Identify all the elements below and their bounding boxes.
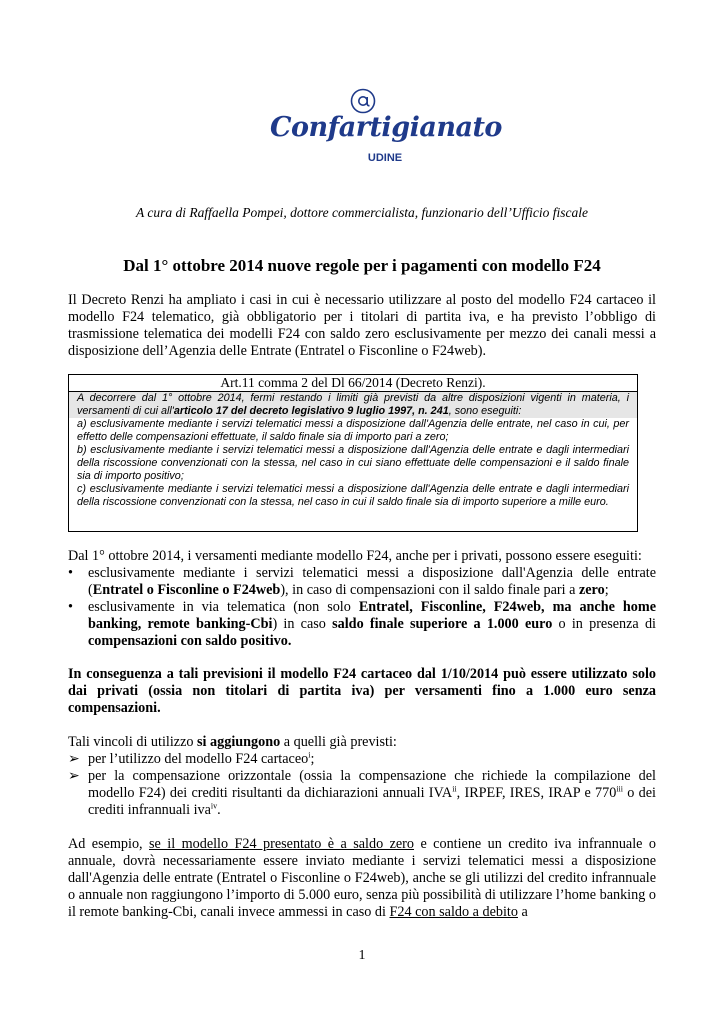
bold-paragraph: In conseguenza a tali previsioni il modello F24 cartaceo dal 1/10/2014 può essere utilizzato solo dai privati (ossia non titolari di partita iva) per versamenti fino a 1.000 euro senza compensazioni. bbox=[68, 666, 656, 716]
confartigianato-logo bbox=[270, 86, 502, 166]
underlined-text: se il modello F24 presentato è a saldo zero bbox=[149, 836, 415, 852]
footnote-ref[interactable]: i bbox=[308, 750, 311, 760]
arrow-bullet-icon: ➢ bbox=[68, 751, 80, 767]
intro-paragraph: Il Decreto Renzi ha ampliato i casi in cui è necessario utilizzare al posto del modello F24 cartaceo il modello F24 telematico, già obbligatorio per i titolari di partita iva, e ha previsto l’obbligo di trasmissione telematica dei modelli F24 con saldo zero esclusivamente per mezzo dei canali messi a disposizione dell’Agenzia delle Entrate (Entratel o Fisconline o F24web). bbox=[68, 292, 656, 359]
footnote-ref[interactable]: ii bbox=[452, 784, 457, 794]
at-sign-icon bbox=[350, 88, 376, 114]
vincoli-paragraph: Tali vincoli di utilizzo si aggiungono a quelli già previsti: bbox=[68, 734, 397, 750]
law-reference: articolo 17 del decreto legislativo 9 luglio 1997, n. 241 bbox=[173, 405, 449, 417]
footnote-ref[interactable]: iv bbox=[210, 801, 218, 811]
underlined-text: F24 con saldo a debito bbox=[389, 904, 518, 920]
bullet-icon: • bbox=[68, 565, 73, 581]
list-item: ➢ per l’utilizzo del modello F24 cartaceo$^i$; bbox=[68, 750, 315, 767]
byline: A cura di Raffaella Pompei, dottore commercialista, funzionario dell’Ufficio fiscale bbox=[135, 205, 589, 220]
list-item: ➢ per la compensazione orizzontale (ossia la compensazione che richiede la compilazione del modello F24) dei crediti risultanti da dichiarazioni annuali IVA$^{ii}$, IRPEF, IRES, IRAP e 770$^{iii}$ o dei crediti infrannuali iva$^{iv}$. bbox=[68, 768, 656, 818]
footnote-ref[interactable]: iii bbox=[616, 784, 623, 794]
law-text: , sono eseguiti: bbox=[448, 405, 522, 417]
document-title: Dal 1° ottobre 2014 nuove regole per i pagamenti con modello F24 bbox=[123, 256, 601, 275]
law-point-c: c) esclusivamente mediante i servizi telematici messi a disposizione dall'Agenzia delle entrate e dagli intermediari della riscossione convenzionati con la stessa, nel caso in cui il saldo finale sia di importo superiore a mille euro. bbox=[77, 483, 629, 508]
law-excerpt-intro bbox=[69, 392, 637, 418]
list-item: • esclusivamente in via telematica (non solo Entratel, Fisconline, F24web, ma anche home banking, remote banking-Cbi) in caso saldo finale superiore a 1.000 euro o in presenza di compensazioni con saldo positivo. bbox=[68, 599, 656, 649]
law-excerpt-box bbox=[68, 374, 638, 532]
law-point-b: b) esclusivamente mediante i servizi telematici messi a disposizione dall'Agenzia delle entrate e dagli intermediari della riscossione convenzionati con la stessa, nel caso in cui siano effettuate delle compensazioni e il saldo finale sia di importo positivo; bbox=[77, 444, 629, 482]
logo-brand: Confartigianato bbox=[270, 112, 502, 143]
bullet-list bbox=[68, 565, 656, 650]
bullet-icon: • bbox=[68, 599, 73, 615]
arrow-list bbox=[68, 751, 656, 819]
page-number: 1 bbox=[358, 948, 366, 963]
logo-city: UDINE bbox=[367, 152, 403, 164]
example-paragraph: Ad esempio, se il modello F24 presentato è a saldo zero e contiene un credito iva infrannuale o annuale, dovrà necessariamente essere inviato mediante i servizi telematici messi a disposizione dall'Agenzia delle entrate (Entratel o Fisconline o F24web), anche se gli utilizzi del credito infrannuale o annuale non raggiungono l’importo di 5.000 euro, senza più possibilità di utilizzare l’home banking o il remote banking-Cbi, canali invece ammessi in caso di F24 con saldo a debito a bbox=[68, 836, 656, 920]
law-point-a: a) esclusivamente mediante i servizi telematici messi a disposizione dall'Agenzia delle entrate, nel caso in cui, per effetto delle compensazioni effettuate, il saldo finale sia di importo pari a zero; bbox=[77, 418, 629, 443]
arrow-bullet-icon: ➢ bbox=[68, 768, 80, 784]
law-excerpt-heading: Art.11 comma 2 del Dl 66/2014 (Decreto Renzi). bbox=[69, 375, 637, 392]
list-item: • esclusivamente mediante i servizi telematici messi a disposizione dall'Agenzia delle entrate (Entratel o Fisconline o F24web), in caso di compensazioni con il saldo finale pari a zero; bbox=[68, 565, 656, 598]
after-box-paragraph: Dal 1° ottobre 2014, i versamenti mediante modello F24, anche per i privati, possono essere eseguiti: bbox=[68, 548, 642, 564]
law-text: A decorrere dal 1° ottobre 2014, fermi restando i limiti già previsti da altre disposizioni vigenti in materia, i versamenti di cui all' bbox=[77, 392, 629, 417]
